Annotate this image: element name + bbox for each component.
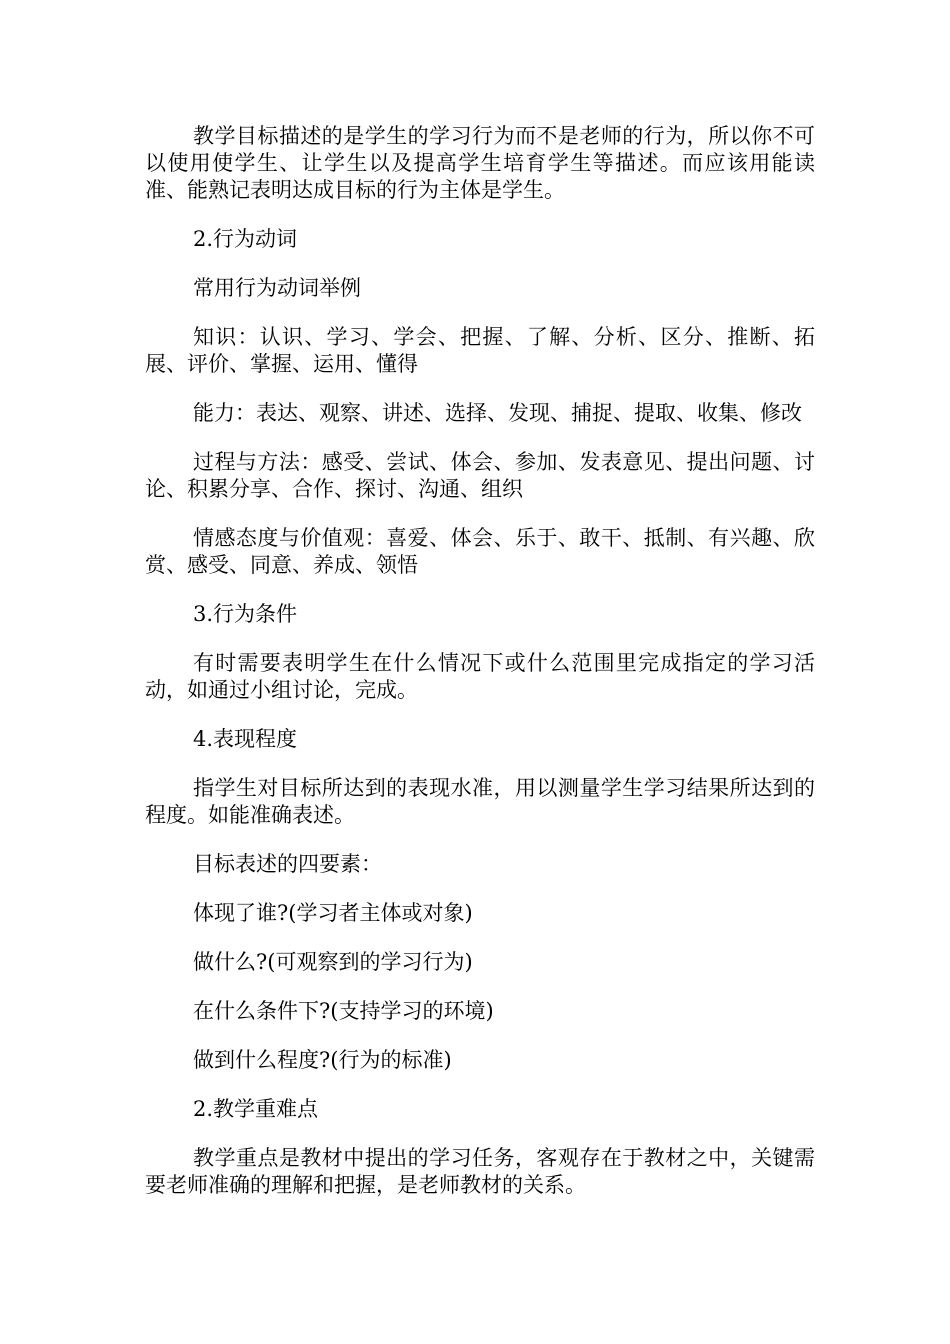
paragraph-performance-level: 指学生对目标所达到的表现水准，用以测量学生学习结果所达到的程度。如能准确表述。 xyxy=(145,776,815,827)
heading-performance-level: 4.表现程度 xyxy=(193,727,298,751)
paragraph-four-elements-title: 目标表述的四要素： xyxy=(193,852,382,876)
heading-behavior-conditions: 3.行为条件 xyxy=(193,602,298,626)
list-item-what: 做什么?(可观察到的学习行为) xyxy=(193,950,473,974)
paragraph-conditions: 有时需要表明学生在什么情况下或什么范围里完成指定的学习活动，如通过小组讨论，完成。 xyxy=(145,651,815,702)
list-item-degree: 做到什么程度?(行为的标准) xyxy=(193,1048,452,1072)
list-item-who: 体现了谁?(学习者主体或对象) xyxy=(193,901,473,925)
paragraph-knowledge-verbs: 知识：认识、学习、学会、把握、了解、分析、区分、推断、拓展、评价、掌握、运用、懂得 xyxy=(145,325,815,376)
list-item-condition: 在什么条件下?(支持学习的环境) xyxy=(193,999,494,1023)
paragraph-ability-verbs: 能力：表达、观察、讲述、选择、发现、捕捉、提取、收集、修改 xyxy=(193,401,802,425)
heading-behavior-verbs: 2.行为动词 xyxy=(193,227,298,251)
heading-key-difficult-points: 2.教学重难点 xyxy=(193,1097,319,1121)
document-body xyxy=(145,123,815,1221)
paragraph-goal-subject: 教学目标描述的是学生的学习行为而不是老师的行为，所以你不可以使用使学生、让学生以及提高学生培育学生等描述。而应该用能读准、能熟记表明达成目标的行为主体是学生。 xyxy=(145,124,815,202)
paragraph-verb-examples-intro: 常用行为动词举例 xyxy=(193,276,361,300)
paragraph-emotion-value-verbs: 情感态度与价值观：喜爱、体会、乐于、敢干、抵制、有兴趣、欣赏、感受、同意、养成、领悟 xyxy=(145,526,815,577)
paragraph-key-points: 教学重点是教材中提出的学习任务，客观存在于教材之中，关键需要老师准确的理解和把握，是老师教材的关系。 xyxy=(145,1146,815,1197)
paragraph-process-method-verbs: 过程与方法：感受、尝试、体会、参加、发表意见、提出问题、讨论、积累分享、合作、探讨、沟通、组织 xyxy=(145,450,815,501)
